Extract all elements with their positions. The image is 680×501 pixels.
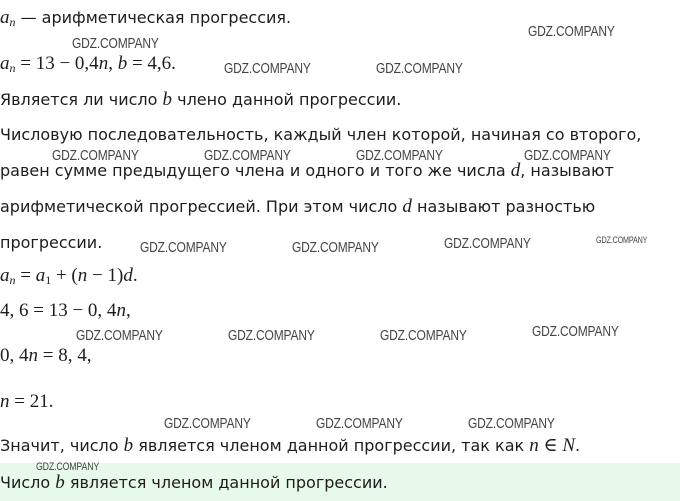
watermark: GDZ.COMPANY [228, 327, 315, 344]
watermark: GDZ.COMPANY [72, 35, 159, 52]
watermark: GDZ.COMPANY [528, 23, 615, 40]
answer-line: Число b является членом данной прогрессии. [0, 472, 388, 493]
formula-general-term: $a_n = a_1 + (n - 1)d$. [0, 265, 138, 287]
answer-text-pre: Число [0, 473, 56, 492]
problem-line-1 [0, 8, 291, 32]
watermark: GDZ.COMPANY [316, 415, 403, 432]
formula-step-3: n = 21. [0, 391, 54, 412]
watermark: GDZ.COMPANY [76, 327, 163, 344]
definition-text-3-pre: арифметической прогрессией. При этом число [0, 197, 403, 216]
watermark: GDZ.COMPANY [52, 147, 139, 164]
watermark: GDZ.COMPANY [36, 461, 100, 473]
formula-b-value: 4,6 [147, 53, 172, 74]
watermark: GDZ.COMPANY [468, 415, 555, 432]
question-text-post: члено данной прогрессии. [172, 90, 402, 109]
definition-line-3: арифметической прогрессией. При этом число d называют разностью [0, 196, 596, 217]
watermark: GDZ.COMPANY [444, 235, 531, 252]
watermark: GDZ.COMPANY [532, 323, 619, 340]
math-a-n: $a_n$ [0, 7, 16, 29]
definition-text-4: прогрессии. [0, 233, 103, 252]
watermark: GDZ.COMPANY [380, 327, 467, 344]
watermark: GDZ.COMPANY [224, 60, 311, 77]
formula-expression: 13 − 0,4 [35, 53, 99, 74]
problem-line-1-text: — арифметическая прогрессия. [15, 8, 292, 27]
watermark: GDZ.COMPANY [292, 239, 379, 256]
definition-text-2-pre: равен сумме предыдущего члена и одного и того же числа [0, 161, 511, 180]
conclusion-text-post: . [575, 436, 581, 455]
formula-step-1: 4, 6 = 13 − 0, 4n, [0, 300, 131, 321]
definition-text-1: Числовую последовательность, каждый член которой, начиная со второго, [0, 125, 642, 144]
definition-text-3-post: называют разностью [411, 197, 596, 216]
watermark: GDZ.COMPANY [204, 147, 291, 164]
watermark: GDZ.COMPANY [524, 147, 611, 164]
conclusion: Значит, число b является членом данной прогрессии, так как n ∈ N. [0, 435, 581, 456]
answer-text-post: является членом данной прогрессии. [64, 473, 388, 492]
conclusion-text-mid: является членом данной прогрессии, так как [133, 436, 530, 455]
watermark: GDZ.COMPANY [164, 415, 251, 432]
conclusion-text-pre: Значит, число [0, 436, 124, 455]
definition-text-2-post: , называют [520, 161, 614, 180]
watermark: GDZ.COMPANY [596, 235, 648, 245]
watermark: GDZ.COMPANY [140, 239, 227, 256]
definition-line-4 [0, 233, 102, 253]
problem-formula: $a_n = 13 - 0,4n$, b = 4,6. [0, 53, 176, 75]
definition-line-2: равен сумме предыдущего члена и одного и того же числа d, называют [0, 160, 614, 181]
watermark: GDZ.COMPANY [376, 60, 463, 77]
definition-line-1 [0, 125, 641, 145]
watermark: GDZ.COMPANY [356, 147, 443, 164]
question-text-pre: Является ли число [0, 90, 163, 109]
formula-step-2: 0, 4n = 8, 4, [0, 345, 92, 366]
problem-question: Является ли число b члено данной прогрессии. [0, 89, 402, 110]
